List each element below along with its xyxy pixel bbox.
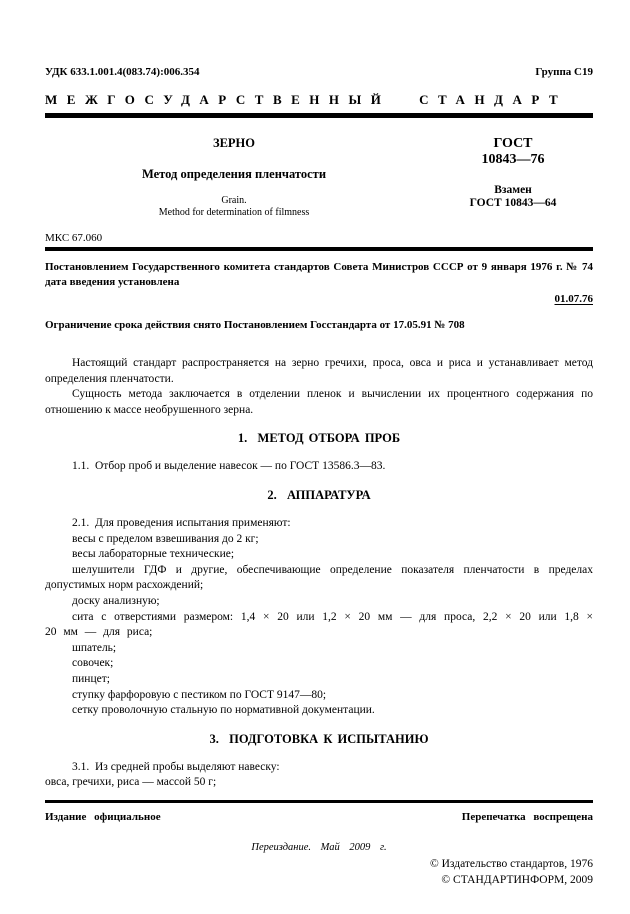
apparatus-list-item: шелушители ГДФ и другие, обеспечивающие определение показателя пленчатости в пределах допустимых норм расхождений; [45, 563, 593, 592]
apparatus-list-item: сетку проволочную стальную по нормативной документации. [72, 704, 375, 717]
document-title-en: Grain. [221, 195, 247, 206]
footer-rule [45, 800, 593, 803]
intro-paragraph: Сущность метода заключается в отделении пленок и вычислении их процентного содержания по отношению к массе необрушенного зерна. [45, 388, 593, 416]
section-1-heading: 1. МЕТОД ОТБОРА ПРОБ [237, 431, 401, 446]
document-title-ru: ЗЕРНО [212, 136, 256, 150]
apparatus-list-item: ступку фарфоровую с пестиком по ГОСТ 9147—80; [72, 688, 327, 701]
title-left-column [45, 134, 433, 219]
reissue-note: Переиздание. Май 2009 г. [251, 841, 387, 853]
document-subtitle-en: Method for determination of filmness [158, 207, 310, 218]
udk-code: УДК 633.1.001.4(083.74):006.354 [45, 66, 200, 78]
apparatus-list-item: сита с отверстиями размером: 1,4 × 20 или 1,2 × 20 мм — для проса, 2,2 × 20 или 1,8 × 20 мм — для риса; [45, 610, 593, 639]
apparatus-list-item: шпатель; [72, 641, 117, 654]
apparatus-list-item: пинцет; [72, 672, 110, 685]
replaces-number: ГОСТ 10843—64 [469, 197, 557, 209]
apparatus-list-item: доску анализную; [72, 594, 160, 607]
apparatus-list-item: весы лабораторные технические; [72, 548, 235, 561]
group-code: Группа С19 [535, 66, 593, 78]
mks-code: МКС 67.060 [45, 232, 103, 244]
limitation-paragraph: Ограничение срока действия снято Постановлением Госстандарта от 17.05.91 № 708 [45, 319, 465, 331]
footer-row [45, 811, 593, 824]
copyright-block [45, 856, 593, 889]
gost-number: 10843—76 [481, 152, 545, 167]
document-subtitle-ru: Метод определения пленчатости [141, 167, 327, 181]
effective-date-value: 01.07.76 [554, 293, 593, 305]
section-3-paragraph: 3.1. Из средней пробы выделяют навеску: [72, 760, 280, 773]
title-block [45, 134, 593, 219]
reprint-prohibited-label: Перепечатка воспрещена [461, 810, 593, 823]
title-right-column [433, 134, 593, 219]
mks-rule [45, 247, 593, 251]
section-2-heading: 2. АППАРАТУРА [267, 487, 371, 502]
standard-kind-title: МЕЖГОСУДАРСТВЕННЫЙ СТАНДАРТ [45, 92, 568, 107]
apparatus-list-item: весы с пределом взвешивания до 2 кг; [72, 532, 259, 545]
sample-list-item: овса, гречихи, риса — массой 50 г; [45, 776, 217, 789]
replaces-block [433, 184, 593, 210]
gost-label: ГОСТ [493, 136, 533, 151]
section-3-heading: 3. ПОДГОТОВКА К ИСПЫТАНИЮ [209, 731, 429, 746]
decree-paragraph: Постановлением Государственного комитета стандартов Совета Министров СССР от 9 января 1976 г. № 74 дата введения установлена [45, 261, 593, 288]
section-2-paragraph: 2.1. Для проведения испытания применяют: [72, 516, 291, 529]
effective-date [45, 293, 593, 306]
section-1-paragraph: 1.1. Отбор проб и выделение навесок — по ГОСТ 13586.3—83. [72, 460, 386, 473]
replaces-label: Взамен [494, 184, 532, 196]
copyright-line: © Издательство стандартов, 1976 [429, 857, 593, 870]
header-rule [45, 113, 593, 118]
copyright-line: © СТАНДАРТИНФОРМ, 2009 [441, 874, 593, 887]
classification-row [45, 66, 593, 78]
apparatus-list-item: совочек; [72, 657, 114, 670]
official-edition-label: Издание официальное [45, 810, 161, 823]
intro-paragraph: Настоящий стандарт распространяется на зерно гречихи, проса, овса и риса и устанавливает метод определения пленчатости. [45, 357, 593, 385]
